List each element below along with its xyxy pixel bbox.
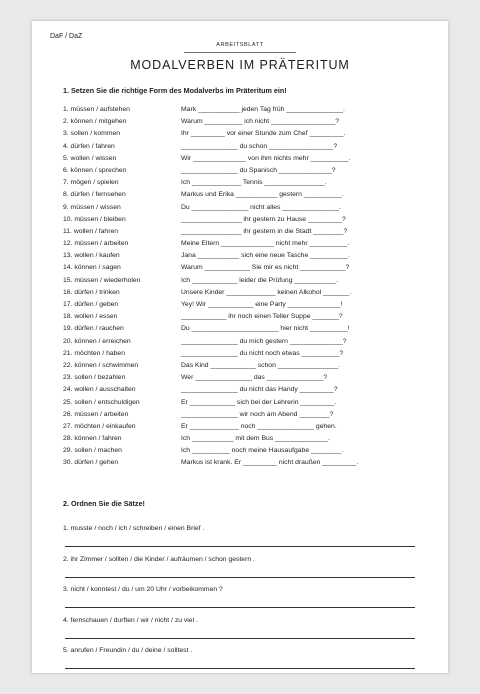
verb-pair: 27. möchten / einkaufen xyxy=(63,422,136,430)
cloze-sentence: Ich ____________ leider die Prüfung ___________. xyxy=(181,276,338,284)
verb-pair: 28. können / fahren xyxy=(63,435,122,443)
exercise-row xyxy=(63,177,423,189)
exercise1-list xyxy=(63,104,423,470)
cloze-sentence: ________________ ihr gestern in die Stadt ________? xyxy=(181,227,348,235)
verb-pair: 12. müssen / arbeiten xyxy=(63,240,129,248)
verb-pair: 3. sollen / kommen xyxy=(63,130,121,138)
verb-pair: 20. können / erreichen xyxy=(63,337,131,345)
verb-pair: 25. sollen / entschuldigen xyxy=(63,398,140,406)
cloze-sentence: Mark ___________ jeden Tag früh _______________. xyxy=(181,106,345,113)
verb-pair: 15. müssen / wiederholen xyxy=(63,276,141,284)
verb-pair: 18. wollen / essen xyxy=(63,313,118,321)
verb-pair: 9. müssen / wissen xyxy=(63,203,121,211)
worksheet-page xyxy=(32,21,448,673)
exercise-row xyxy=(63,433,423,445)
exercise-row xyxy=(63,116,423,128)
verb-pair: 7. mögen / spielen xyxy=(63,179,119,187)
exercise-row xyxy=(63,421,423,433)
cloze-sentence: Markus ist krank. Er _________ nicht draußen _________. xyxy=(181,459,359,467)
exercise-row xyxy=(63,372,423,384)
cloze-sentence: Markus und Erika ___________ gestern __________. xyxy=(181,191,344,199)
verb-pair: 5. wollen / wissen xyxy=(63,154,117,162)
verb-pair: 16. dürfen / trinken xyxy=(63,288,120,296)
verb-pair: 1. müssen / aufstehen xyxy=(63,106,130,113)
verb-pair: 30. dürfen / gehen xyxy=(63,459,119,467)
exercise-row xyxy=(63,299,423,311)
header-tag: DaF / DaZ xyxy=(50,33,83,40)
exercise-row xyxy=(63,360,423,372)
exercise-row xyxy=(63,153,423,165)
reorder-item: 4. fernschauen / durften / wir / nicht / zu viel . xyxy=(63,616,198,624)
verb-pair: 11. wollen / fahren xyxy=(63,227,119,235)
verb-pair: 10. müssen / bleiben xyxy=(63,215,126,223)
verb-pair: 29. sollen / machen xyxy=(63,447,122,455)
exercise-row xyxy=(63,202,423,214)
exercise-row xyxy=(63,189,423,201)
reorder-item: 1. musste / noch / ich / schreiben / einen Brief . xyxy=(63,525,205,532)
exercise-row xyxy=(63,384,423,396)
verb-pair: 19. dürfen / rauchen xyxy=(63,325,124,333)
exercise-row xyxy=(63,348,423,360)
section2-heading: 2. Ordnen Sie die Sätze! xyxy=(63,499,145,508)
verb-pair: 21. möchten / haben xyxy=(63,349,125,357)
exercise-row xyxy=(63,141,423,153)
verb-pair: 2. können / mitgehen xyxy=(63,118,127,126)
cloze-sentence: ________________ ihr gestern zu Hause _________? xyxy=(181,215,346,223)
reorder-item: 2. ihr Zimmer / sollten / die Kinder / aufräumen / schon gestern . xyxy=(63,555,255,563)
cloze-sentence: Warum __________ ich nicht _________________? xyxy=(181,118,340,126)
cloze-sentence: Unsere Kinder _____________ keinen Alkohol _______. xyxy=(181,288,352,296)
exercise-row xyxy=(63,409,423,421)
verb-pair: 17. dürfen / geben xyxy=(63,301,119,308)
exercise-row xyxy=(63,238,423,250)
exercise-row xyxy=(63,336,423,348)
exercise-row xyxy=(63,262,423,274)
answer-line xyxy=(65,638,415,639)
cloze-sentence: Er _____________ noch _______________ gehen. xyxy=(181,422,337,430)
cloze-sentence: Du _______________________ hier nicht __________! xyxy=(181,325,350,333)
cloze-sentence: Ihr _________ vor einer Stunde zum Chef _________. xyxy=(181,130,346,138)
exercise-row xyxy=(63,128,423,140)
answer-line xyxy=(65,668,415,669)
reorder-item: 5. anrufen / Freundin / du / deine / solltest . xyxy=(63,647,193,654)
exercise-row xyxy=(63,214,423,226)
worksheet-label: ARBEITSBLATT xyxy=(216,42,264,48)
cloze-sentence: Warum ____________ Sie mir es nicht ____________? xyxy=(181,264,350,272)
verb-pair: 23. sollen / bezahlen xyxy=(63,374,126,382)
cloze-sentence: Ich _____________ Tennis ________________. xyxy=(181,179,327,187)
label-divider xyxy=(184,52,296,53)
verb-pair: 13. wollen / kaufen xyxy=(63,252,120,260)
exercise-row xyxy=(63,275,423,287)
answer-line xyxy=(65,546,415,547)
cloze-sentence: _______________ du nicht das Handy _________? xyxy=(181,386,338,394)
verb-pair: 22. können / schwimmen xyxy=(63,361,139,369)
cloze-sentence: ____________ ihr noch einen Teller Suppe _______? xyxy=(181,313,343,321)
cloze-sentence: Du _______________ nicht alles _______________. xyxy=(181,203,341,211)
cloze-sentence: Wer _______________ das _______________? xyxy=(181,374,328,382)
cloze-sentence: _______________ du mich gestern ______________? xyxy=(181,337,347,345)
answer-line xyxy=(65,577,415,578)
exercise-row xyxy=(63,226,423,238)
exercise-row xyxy=(63,397,423,409)
exercise-row xyxy=(63,311,423,323)
exercise-row xyxy=(63,104,423,116)
cloze-sentence: Wir ______________ von ihm nichts mehr __________. xyxy=(181,154,351,162)
cloze-sentence: Jana ___________ sich eine neue Tasche __________. xyxy=(181,252,350,260)
verb-pair: 4. dürfen / fahren xyxy=(63,142,115,150)
exercise-row xyxy=(63,457,423,469)
exercise-row xyxy=(63,323,423,335)
exercise-row xyxy=(63,445,423,457)
verb-pair: 6. können / sprechen xyxy=(63,166,127,174)
verb-pair: 26. müssen / arbeiten xyxy=(63,410,129,418)
section1-heading: 1. Setzen Sie die richtige Form des Modalverbs im Präteritum ein! xyxy=(63,86,287,95)
exercise-row xyxy=(63,165,423,177)
verb-pair: 24. wollen / ausschalten xyxy=(63,386,136,394)
cloze-sentence: Meine Eltern ______________ nicht mehr __________. xyxy=(181,240,350,248)
answer-line xyxy=(65,607,415,608)
reorder-item: 3. nicht / konntest / du / um 20 Uhr / vorbeikommen ? xyxy=(63,586,223,593)
page-title: MODALVERBEN IM PRÄTERITUM xyxy=(130,58,350,72)
cloze-sentence: _______________ du schon _________________? xyxy=(181,142,338,150)
cloze-sentence: Ich ___________ mit dem Bus ______________. xyxy=(181,435,330,443)
cloze-sentence: _______________ du nicht noch etwas __________? xyxy=(181,349,344,357)
verb-pair: 14. können / sagen xyxy=(63,264,121,272)
exercise-row xyxy=(63,287,423,299)
cloze-sentence: _______________ wir noch am Abend ________? xyxy=(181,410,334,418)
cloze-sentence: Das Kind ____________ schon ________________. xyxy=(181,361,341,369)
cloze-sentence: Er ____________ sich bei der Lehrerin _________. xyxy=(181,398,337,406)
cloze-sentence: Ich __________ noch meine Hausaufgabe ________. xyxy=(181,447,344,455)
cloze-sentence: Yey! Wir ____________ eine Party ______________! xyxy=(181,301,343,308)
verb-pair: 8. dürfen / fernsehen xyxy=(63,191,126,199)
exercise-row xyxy=(63,250,423,262)
cloze-sentence: _______________ du Spanisch ______________? xyxy=(181,166,336,174)
